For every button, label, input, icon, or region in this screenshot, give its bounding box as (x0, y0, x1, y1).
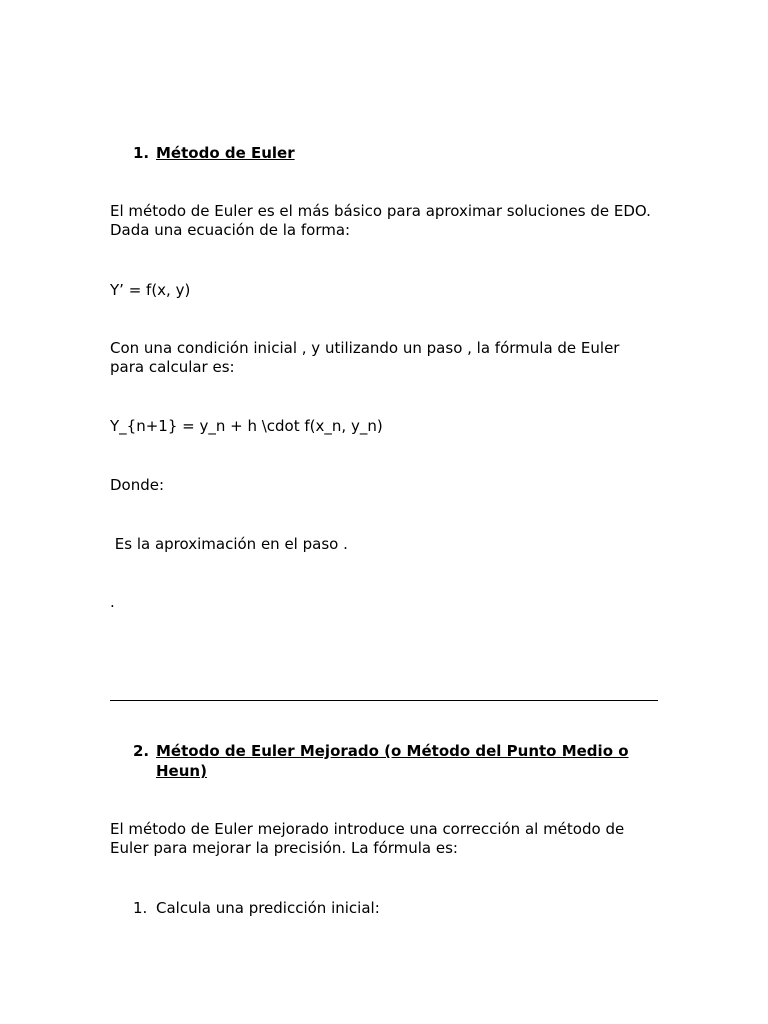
differential-equation: Y’ = f(x, y) (110, 281, 191, 299)
section-2-title: Método de Euler Mejorado (o Método del Punto Medio o Heun) (156, 742, 629, 780)
list-item (133, 899, 658, 918)
section-1-title: Método de Euler (156, 144, 295, 162)
list-item-number: 1. (133, 899, 148, 917)
section-1-intro: El método de Euler es el más básico para aproximar soluciones de EDO. Dada una ecuación de la forma: (110, 202, 651, 239)
section-1-heading (133, 143, 658, 163)
section-2-intro: El método de Euler mejorado introduce una corrección al método de Euler para mejorar la precisión. La fórmula es: (110, 820, 625, 857)
approximation-text: Es la aproximación en el paso . (110, 535, 348, 553)
section-divider (110, 700, 658, 701)
section-1-number: 1. (133, 144, 150, 162)
where-label: Donde: (110, 476, 165, 494)
stray-dot: . (110, 593, 115, 611)
initial-condition-text: Con una condición inicial , y utilizando un paso , la fórmula de Euler para calcular es: (110, 339, 620, 376)
section-2-number: 2. (133, 742, 150, 760)
list-item-text: Calcula una predicción inicial: (156, 899, 380, 917)
euler-formula: Y_{n+1} = y_n + h \cdot f(x_n, y_n) (110, 417, 383, 435)
section-2-heading (133, 741, 658, 781)
